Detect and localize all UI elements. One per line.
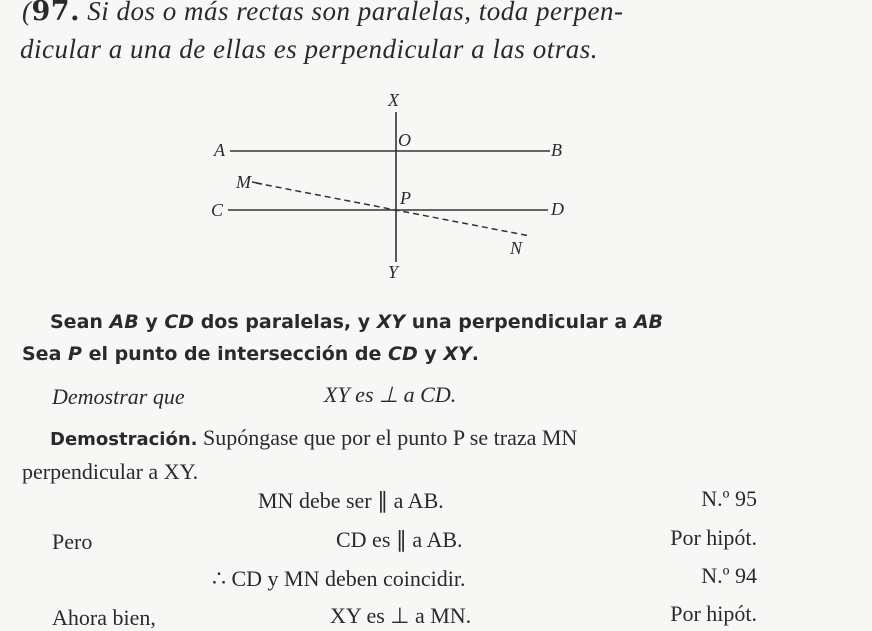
hypothesis-line-1 xyxy=(50,311,663,333)
label-m: M xyxy=(236,172,251,192)
label-a: A xyxy=(214,140,225,160)
step-2-reason: Por hipót. xyxy=(670,525,757,550)
step-4-statement: XY es ⊥ a MN. xyxy=(330,603,472,628)
label-d: D xyxy=(551,199,564,219)
text: una perpendicular a xyxy=(405,311,634,333)
label-o: O xyxy=(398,130,411,150)
theorem-text-2: dicular a una de ellas es perpendicular a las otras. xyxy=(20,34,598,64)
text: Sean xyxy=(50,311,110,333)
step-2-statement: CD es ∥ a AB. xyxy=(336,527,463,552)
to-prove-statement: XY es ⊥ a CD. xyxy=(324,382,457,407)
proof-heading: Demostración. xyxy=(50,429,198,450)
proof-intro-text-1: Supóngase que por el punto P se traza MN xyxy=(202,425,578,450)
text: Sea xyxy=(22,343,69,365)
step-1-reason: N.º 95 xyxy=(701,486,757,511)
step-2-prefix: Pero xyxy=(52,529,93,554)
label-c: C xyxy=(211,200,224,220)
segment-cd: CD xyxy=(388,343,418,365)
label-y: Y xyxy=(388,262,399,282)
step-4-reason: Por hipót. xyxy=(670,601,757,626)
step-3-statement: ∴ CD y MN deben coincidir. xyxy=(212,566,466,591)
to-prove-label: Demostrar que xyxy=(52,384,185,409)
segment-ab: AB xyxy=(633,311,664,333)
step-4-prefix: Ahora bien, xyxy=(52,605,156,630)
step-3-reason: N.º 94 xyxy=(701,563,757,588)
point-p: P xyxy=(68,343,82,365)
label-p: P xyxy=(400,188,411,208)
label-n: N xyxy=(510,238,523,258)
segment-xy: XY xyxy=(376,311,406,333)
label-b: B xyxy=(551,140,562,160)
label-x: X xyxy=(388,90,399,110)
text: . xyxy=(471,343,479,365)
open-paren: ( xyxy=(22,0,32,26)
theorem-text-1: Si dos o más rectas son paralelas, toda perpen- xyxy=(87,0,624,26)
segment-cd: CD xyxy=(164,311,195,333)
theorem-number: 97. xyxy=(31,0,80,27)
proof-intro-1 xyxy=(50,425,577,451)
segment-ab: AB xyxy=(109,311,139,333)
step-1-statement: MN debe ser ∥ a AB. xyxy=(258,488,444,513)
text: el punto de intersección de xyxy=(81,343,388,365)
line-m-lead xyxy=(252,182,262,184)
proof-intro-2: perpendicular a XY. xyxy=(22,459,199,484)
text: y xyxy=(417,343,444,365)
hypothesis-line-2 xyxy=(22,343,479,365)
text: dos paralelas, y xyxy=(194,311,377,333)
text: y xyxy=(138,311,165,333)
segment-xy: XY xyxy=(443,343,472,365)
